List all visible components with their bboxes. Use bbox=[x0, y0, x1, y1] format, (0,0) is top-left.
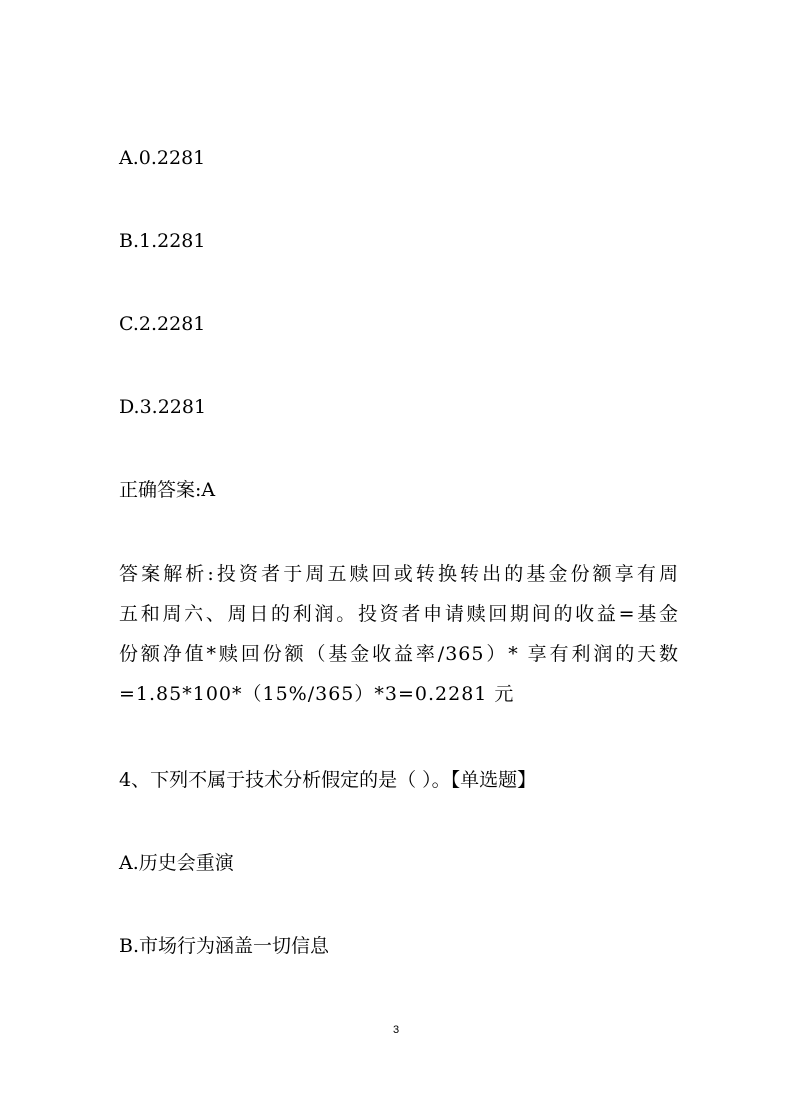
option-b: B.1.2281 bbox=[119, 230, 206, 252]
explanation-line: 份额净值*赎回份额（基金收益率/365）* 享有利润的天数 bbox=[119, 643, 679, 665]
page-number: 3 bbox=[392, 1024, 400, 1036]
question-stem: 4、下列不属于技术分析假定的是（ ）。【单选题】 bbox=[119, 769, 537, 791]
option-c: C.2.2281 bbox=[119, 313, 206, 335]
explanation-line: 答案解析:投资者于周五赎回或转换转出的基金份额享有周 bbox=[119, 563, 679, 585]
option-d: D.3.2281 bbox=[119, 396, 207, 418]
option-a: A.0.2281 bbox=[119, 147, 206, 169]
explanation-line: =1.85*100*（15%/365）*3=0.2281 元 bbox=[119, 683, 515, 705]
explanation-line: 五和周六、周日的利润。投资者申请赎回期间的收益=基金 bbox=[119, 603, 679, 625]
option-b: B.市场行为涵盖一切信息 bbox=[119, 935, 330, 957]
option-a: A.历史会重演 bbox=[119, 852, 234, 874]
answer-explanation bbox=[119, 554, 679, 714]
correct-answer: 正确答案:A bbox=[119, 479, 216, 501]
